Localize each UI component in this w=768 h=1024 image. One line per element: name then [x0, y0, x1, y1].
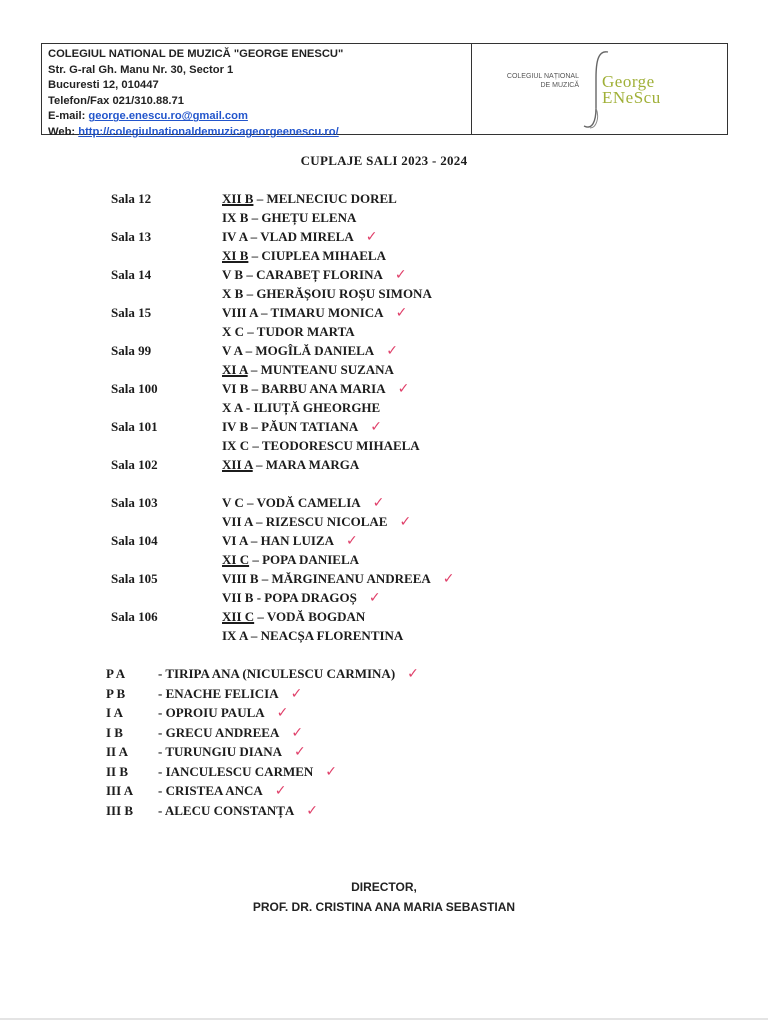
teacher-name: TUDOR MARTA: [256, 324, 355, 339]
document-title: CUPLAJE SALI 2023 - 2024: [300, 153, 468, 168]
teacher-name: - TURUNGIU DIANA: [158, 744, 282, 759]
web-link[interactable]: http://colegiulnationaldemuzicageorgeenescu.ro/: [78, 125, 339, 138]
header-box: [41, 43, 728, 138]
class-teacher: [158, 803, 318, 819]
email-line: [48, 109, 465, 125]
handwritten-check-icon: ✓: [291, 724, 304, 741]
room-label: Sala 99: [111, 343, 152, 358]
room-label: Sala 104: [111, 533, 158, 548]
class-code: VIII A: [222, 305, 258, 320]
class-code: X A: [222, 400, 243, 415]
room-label: Sala 105: [111, 571, 158, 586]
room-entry: [222, 552, 359, 568]
class-teacher: [158, 725, 303, 741]
teacher-name: NEACȘA FLORENTINA: [260, 628, 404, 643]
class-teacher: [158, 686, 302, 702]
class-teacher: [158, 783, 286, 799]
separator: –: [247, 533, 261, 548]
teacher-name: TIMARU MONICA: [270, 305, 384, 320]
room-label: Sala 14: [111, 267, 152, 282]
teacher-name: POPA DRAGOȘ: [264, 590, 357, 605]
email-label: E-mail:: [48, 110, 86, 123]
room-entry: [222, 571, 455, 587]
separator: –: [243, 267, 257, 282]
teacher-name: MOGÎLĂ DANIELA: [255, 343, 375, 358]
school-logo: [472, 44, 729, 134]
separator: –: [258, 571, 272, 586]
handwritten-check-icon: ✓: [372, 495, 385, 511]
teacher-name: CARABEȚ FLORINA: [256, 267, 383, 282]
teacher-name: - ALECU CONSTANȚA: [158, 802, 295, 818]
room-entry: [222, 514, 411, 530]
room-entry: [222, 609, 365, 625]
separator: –: [247, 362, 261, 377]
teacher-name: ILIUȚĂ GHEORGHE: [253, 400, 381, 415]
school-name: COLEGIUL NATIONAL DE MUZICĂ "GEORGE ENESCU": [48, 48, 344, 60]
room-entry: [222, 191, 397, 207]
teacher-name: - ENACHE FELICIA: [158, 685, 279, 701]
class-code: XII A: [222, 457, 253, 472]
separator: –: [248, 419, 262, 434]
teacher-name: GHERĂȘOIU ROȘU SIMONA: [256, 286, 432, 301]
class-code: XI B: [222, 248, 249, 263]
class-code: X B: [222, 286, 244, 301]
class-teacher: [158, 764, 337, 780]
class-code: VII B: [222, 590, 254, 605]
teacher-name: MUNTEANU SUZANA: [260, 362, 394, 377]
handwritten-check-icon: ✓: [370, 419, 383, 435]
room-entry: [222, 400, 380, 416]
room-entry: [222, 362, 394, 378]
handwritten-check-icon: ✓: [397, 381, 410, 397]
room-entry: [222, 343, 398, 359]
class-code: I B: [106, 724, 123, 740]
director-role: DIRECTOR,: [351, 880, 417, 894]
handwritten-check-icon: ✓: [386, 343, 398, 359]
handwritten-check-icon: ✓: [294, 744, 306, 760]
room-entry: [222, 438, 420, 454]
room-entry: [222, 419, 382, 435]
director-name: PROF. DR. CRISTINA ANA MARIA SEBASTIAN: [252, 900, 516, 914]
class-code: IX B: [222, 210, 249, 225]
logo-wordmark: [602, 74, 661, 106]
web-line: [48, 125, 465, 141]
class-code: XI C: [222, 552, 250, 567]
teacher-name: BARBU ANA MARIA: [261, 381, 386, 396]
teacher-name: PĂUN TATIANA: [261, 419, 359, 434]
separator: –: [247, 628, 261, 643]
separator: –: [248, 248, 262, 263]
room-entry: [222, 381, 409, 397]
class-code: III B: [106, 802, 134, 818]
handwritten-check-icon: ✓: [290, 685, 303, 702]
separator: -: [253, 590, 265, 605]
teacher-name: VODĂ BOGDAN: [266, 609, 366, 624]
separator: –: [252, 457, 266, 472]
separator: –: [244, 324, 257, 339]
room-entry: [222, 590, 381, 606]
room-label: Sala 101: [111, 419, 158, 434]
class-code: IX A: [222, 628, 248, 643]
class-teacher: [158, 705, 288, 721]
teacher-name: MĂRGINEANU ANDREEA: [271, 571, 431, 586]
class-code: II A: [106, 744, 129, 759]
room-entry: [222, 267, 407, 283]
room-label: Sala 106: [111, 609, 158, 624]
teacher-name: GHEȚU ELENA: [261, 210, 357, 225]
class-code: V B: [222, 267, 244, 282]
room-entry: [222, 533, 358, 549]
handwritten-check-icon: ✓: [407, 666, 419, 682]
teacher-name: - CRISTEA ANCA: [158, 783, 263, 798]
class-code: V A: [222, 343, 243, 358]
handwritten-check-icon: ✓: [345, 533, 358, 549]
email-link[interactable]: george.enescu.ro@gmail.com: [88, 110, 248, 123]
handwritten-check-icon: ✓: [399, 514, 412, 530]
class-code: IV A: [222, 229, 248, 244]
room-entry: [222, 628, 403, 644]
separator: –: [248, 381, 262, 396]
class-code: XI A: [222, 362, 248, 377]
separator: –: [249, 552, 263, 567]
separator: –: [257, 305, 271, 320]
handwritten-check-icon: ✓: [306, 802, 319, 819]
logo-caption: [484, 72, 579, 90]
handwritten-check-icon: ✓: [276, 705, 289, 721]
class-code: IV B: [222, 419, 249, 434]
class-code: P B: [106, 685, 126, 701]
room-label: Sala 12: [111, 191, 152, 206]
address-line-2: Bucuresti 12, 010447: [48, 79, 159, 92]
room-label: Sala 13: [111, 229, 152, 244]
room-entry: [222, 495, 384, 511]
separator: –: [242, 343, 256, 358]
room-entry: [222, 248, 386, 264]
logo-caption-line-2: DE MUZICĂ: [540, 82, 579, 89]
room-entry: [222, 457, 359, 473]
address-line-1: Str. G-ral Gh. Manu Nr. 30, Sector 1: [48, 63, 234, 76]
room-label: Sala 100: [111, 381, 158, 396]
separator: –: [253, 191, 267, 206]
separator: –: [243, 495, 257, 510]
room-label: Sala 102: [111, 457, 158, 472]
class-teacher: [158, 744, 306, 760]
separator: –: [243, 286, 257, 301]
room-label: Sala 15: [111, 305, 152, 320]
room-entry: [222, 229, 377, 245]
teacher-name: - GRECU ANDREEA: [158, 724, 280, 740]
teacher-name: - IANCULESCU CARMEN: [158, 763, 314, 779]
handwritten-check-icon: ✓: [368, 590, 381, 606]
handwritten-check-icon: ✓: [442, 571, 455, 587]
separator: –: [252, 514, 266, 529]
class-code: IX C: [222, 438, 250, 453]
room-entry: [222, 210, 356, 226]
teacher-name: MELNECIUC DOREL: [266, 191, 397, 206]
room-entry: [222, 305, 407, 321]
separator: –: [247, 229, 261, 244]
class-code: P A: [106, 666, 126, 681]
class-code: XII B: [222, 191, 254, 206]
teacher-name: POPA DANIELA: [262, 552, 359, 567]
logo-caption-line-1: COLEGIUL NAȚIONAL: [506, 73, 579, 80]
separator: –: [249, 438, 262, 453]
handwritten-check-icon: ✓: [365, 229, 378, 245]
class-code: V C: [222, 495, 244, 510]
class-teacher: [158, 666, 419, 682]
teacher-name: MARA MARGA: [265, 457, 360, 472]
class-code: II B: [106, 763, 129, 779]
separator: -: [242, 400, 254, 415]
separator: –: [248, 210, 262, 225]
logo-wordmark-line-2: ENeScu: [602, 88, 661, 107]
logo-wordmark-line-1: George: [602, 72, 655, 91]
teacher-name: RIZESCU NICOLAE: [265, 514, 388, 529]
teacher-name: CIUPLEA MIHAELA: [261, 248, 386, 263]
phone-line: Telefon/Fax 021/310.88.71: [48, 94, 184, 107]
handwritten-check-icon: ✓: [394, 267, 407, 283]
room-label: Sala 103: [111, 495, 158, 510]
teacher-name: HAN LUIZA: [260, 533, 334, 548]
teacher-name: - OPROIU PAULA: [158, 705, 265, 720]
handwritten-check-icon: ✓: [395, 305, 408, 321]
handwritten-check-icon: ✓: [325, 763, 338, 780]
school-contact-block: [42, 44, 472, 138]
class-code: VII A: [222, 514, 253, 529]
separator: –: [254, 609, 267, 624]
teacher-name: TEODORESCU MIHAELA: [261, 438, 420, 453]
class-code: I A: [106, 705, 123, 720]
class-code: VI A: [222, 533, 248, 548]
teacher-name: VLAD MIRELA: [260, 229, 354, 244]
class-code: VIII B: [222, 571, 259, 586]
room-entry: [222, 286, 432, 302]
class-code: III A: [106, 783, 134, 798]
web-label: Web:: [48, 125, 76, 138]
class-code: X C: [222, 324, 245, 339]
handwritten-check-icon: ✓: [274, 783, 287, 799]
teacher-name: - TIRIPA ANA (NICULESCU CARMINA): [158, 666, 396, 681]
teacher-name: VODĂ CAMELIA: [256, 495, 361, 510]
page-bottom-divider: [0, 1018, 768, 1020]
class-code: VI B: [222, 381, 249, 396]
room-entry: [222, 324, 355, 340]
class-code: XII C: [222, 609, 255, 624]
